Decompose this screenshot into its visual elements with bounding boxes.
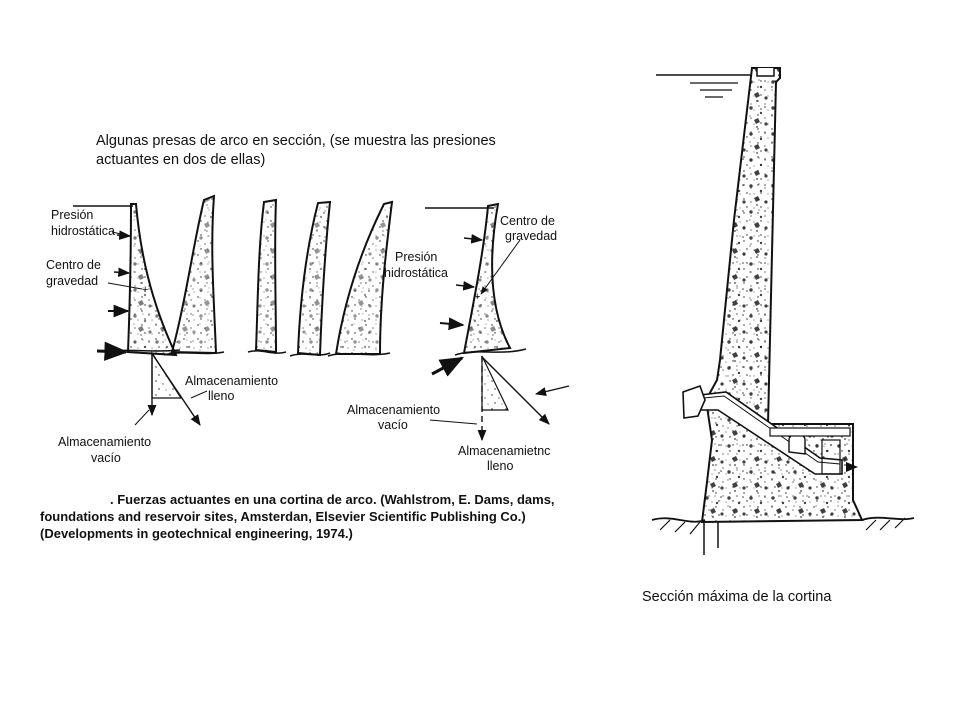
right-full-label-2: lleno	[487, 459, 514, 473]
right-gravity-label-2: gravedad	[505, 229, 558, 243]
arch-section-4	[290, 202, 330, 356]
left-gravity-label-2: gravedad	[46, 274, 99, 288]
left-full-label-2: lleno	[208, 389, 235, 403]
caption-line-1: . Fuerzas actuantes en una cortina de arco. (Wahlstrom, E. Dams, dams,	[110, 492, 555, 507]
heading-line-2: actuantes en dos de ellas)	[96, 152, 266, 168]
arch-section-3	[248, 200, 286, 353]
left-pressure-label-1: Presión	[51, 208, 94, 222]
right-empty-label-1: Almacenamiento	[347, 403, 441, 417]
caption-line-3: (Developments in geotechnical engineering, 1974.)	[40, 526, 353, 541]
svg-text:+: +	[474, 291, 481, 303]
arch-section-2	[164, 196, 224, 355]
right-force-triangle	[482, 356, 508, 410]
maximum-section-drawing	[652, 68, 914, 555]
right-pressure-label-1: Presión	[395, 250, 438, 264]
svg-text:+: +	[142, 284, 149, 296]
left-empty-label-2: vacío	[91, 451, 121, 465]
section-title: Sección máxima de la cortina	[642, 589, 832, 605]
left-full-label-1: Almacenamiento	[185, 374, 279, 388]
heading-line-1: Algunas presas de arco en sección, (se muestra las presiones	[96, 133, 496, 149]
caption-line-2: foundations and reservoir sites, Amsterdan, Elsevier Scientific Publishing Co.)	[40, 509, 526, 524]
right-gravity-label-1: Centro de	[500, 214, 555, 228]
right-full-label-1: Almacenamietnc	[458, 444, 551, 458]
left-pressure-label-2: hidrostática	[51, 224, 115, 238]
intake-gate	[683, 386, 705, 418]
right-empty-label-2: vacío	[378, 418, 408, 432]
arch-section-5	[328, 202, 392, 356]
right-pressure-label-2: hidrostática	[384, 266, 448, 280]
left-gravity-label-1: Centro de	[46, 258, 101, 272]
left-empty-label-1: Almacenamiento	[58, 435, 152, 449]
